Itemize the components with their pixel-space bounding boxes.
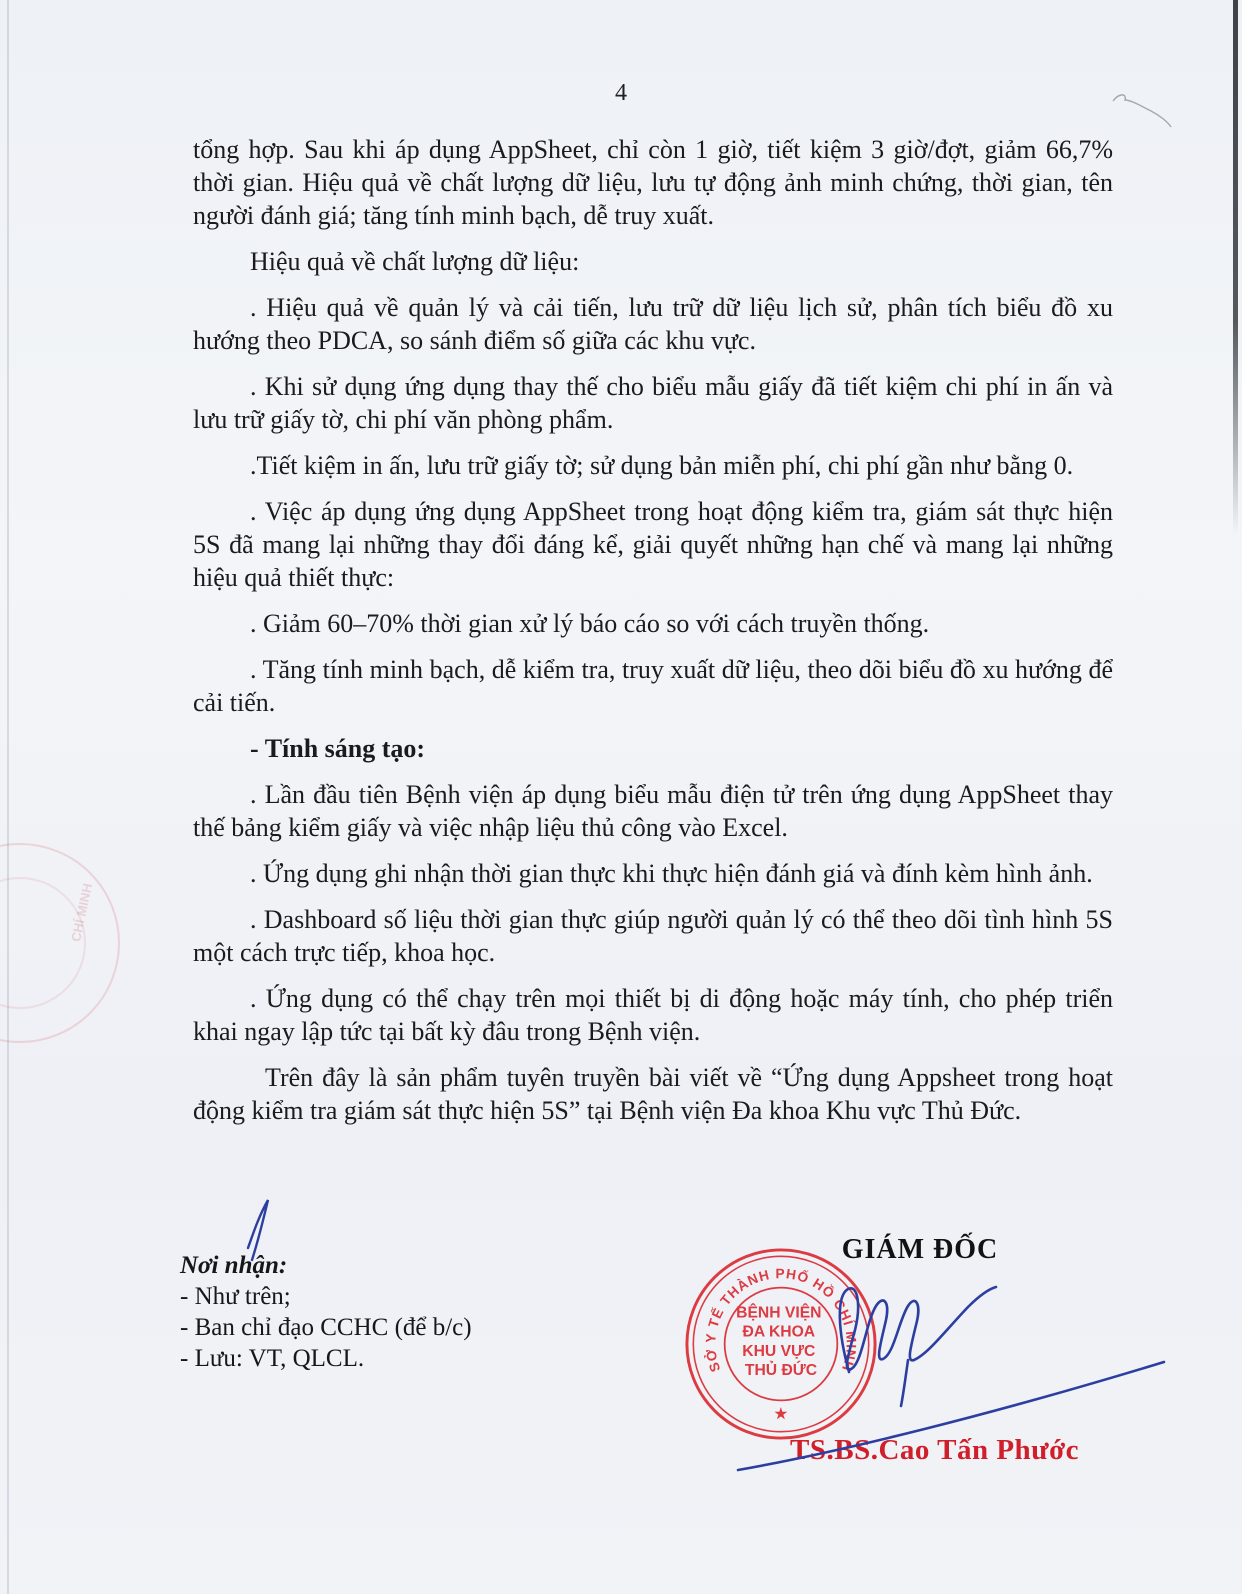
document-body	[193, 133, 1113, 1140]
paragraph: tổng hợp. Sau khi áp dụng AppSheet, chỉ còn 1 giờ, tiết kiệm 3 giờ/đợt, giảm 66,7% thời gian. Hiệu quả về chất lượng dữ liệu, lưu tự động ảnh minh chứng, thời gian, tên người đánh giá; tăng tính minh bạch, dễ truy xuất.	[193, 135, 1113, 230]
recipient-item: - Ban chỉ đạo CCHC (để b/c)	[180, 1314, 472, 1341]
paragraph: . Dashboard số liệu thời gian thực giúp người quản lý có thể theo dõi tình hình 5S một cách trực tiếp, khoa học.	[193, 905, 1113, 967]
paragraph: . Ứng dụng có thể chạy trên mọi thiết bị di động hoặc máy tính, cho phép triển khai ngay lập tức tại bất kỳ đâu trong Bệnh viện.	[193, 984, 1113, 1046]
paragraph: Hiệu quả về chất lượng dữ liệu:	[250, 247, 580, 276]
ghost-stamp-text: CHÍ MINH	[68, 881, 96, 944]
paragraph: Trên đây là sản phẩm tuyên truyền bài viết về “Ứng dụng Appsheet trong hoạt động kiểm tra giám sát thực hiện 5S” tại Bệnh viện Đa khoa Khu vực Thủ Đức.	[193, 1063, 1113, 1125]
seal-center-text: BỆNH VIỆN ĐA KHOA KHU VỰC THỦ ĐỨC	[736, 1304, 822, 1379]
recipient-item: - Như trên;	[180, 1283, 291, 1310]
paragraph: . Giảm 60–70% thời gian xử lý báo cáo so với cách truyền thống.	[250, 609, 930, 638]
paragraph: . Hiệu quả về quản lý và cải tiến, lưu trữ dữ liệu lịch sử, phân tích biểu đồ xu hướng theo PDCA, so sánh điểm số giữa các khu vực.	[193, 293, 1113, 355]
recipients-block	[180, 1250, 472, 1374]
recipients-label: Nơi nhận:	[180, 1252, 288, 1279]
paragraph: . Khi sử dụng ứng dụng thay thế cho biểu mẫu giấy đã tiết kiệm chi phí in ấn và lưu trữ giấy tờ, chi phí văn phòng phẩm.	[193, 372, 1113, 434]
paragraph: .Tiết kiệm in ấn, lưu trữ giấy tờ; sử dụng bản miễn phí, chi phí gần như bằng 0.	[250, 451, 1074, 480]
paragraph-heading: - Tính sáng tạo:	[250, 734, 426, 763]
signer-name: TS.BS.Cao Tấn Phước	[790, 1434, 1080, 1466]
signer-title: GIÁM ĐỐC	[841, 1234, 999, 1265]
hospital-seal-stamp	[683, 1246, 879, 1442]
recipient-item: - Lưu: VT, QLCL.	[180, 1345, 365, 1372]
paragraph: . Việc áp dụng ứng dụng AppSheet trong hoạt động kiểm tra, giám sát thực hiện 5S đã mang lại những thay đổi đáng kể, giải quyết những hạn chế và mang lại những hiệu quả thiết thực:	[193, 497, 1113, 592]
seal-ring-text: SỞ Y TẾ THÀNH PHỐ HỒ CHÍ MINH	[703, 1266, 859, 1374]
paragraph: . Lần đầu tiên Bệnh viện áp dụng biểu mẫu điện tử trên ứng dụng AppSheet thay thế bảng kiểm giấy và việc nhập liệu thủ công vào Excel.	[193, 780, 1113, 842]
paragraph: . Ứng dụng ghi nhận thời gian thực khi thực hiện đánh giá và đính kèm hình ảnh.	[250, 859, 1093, 888]
scan-edge-line-left	[7, 0, 9, 1594]
page-number: 4	[615, 80, 627, 106]
paragraph: . Tăng tính minh bạch, dễ kiểm tra, truy xuất dữ liệu, theo dõi biểu đồ xu hướng để cải tiến.	[193, 655, 1113, 717]
seal-star-icon: ★	[774, 1406, 788, 1423]
